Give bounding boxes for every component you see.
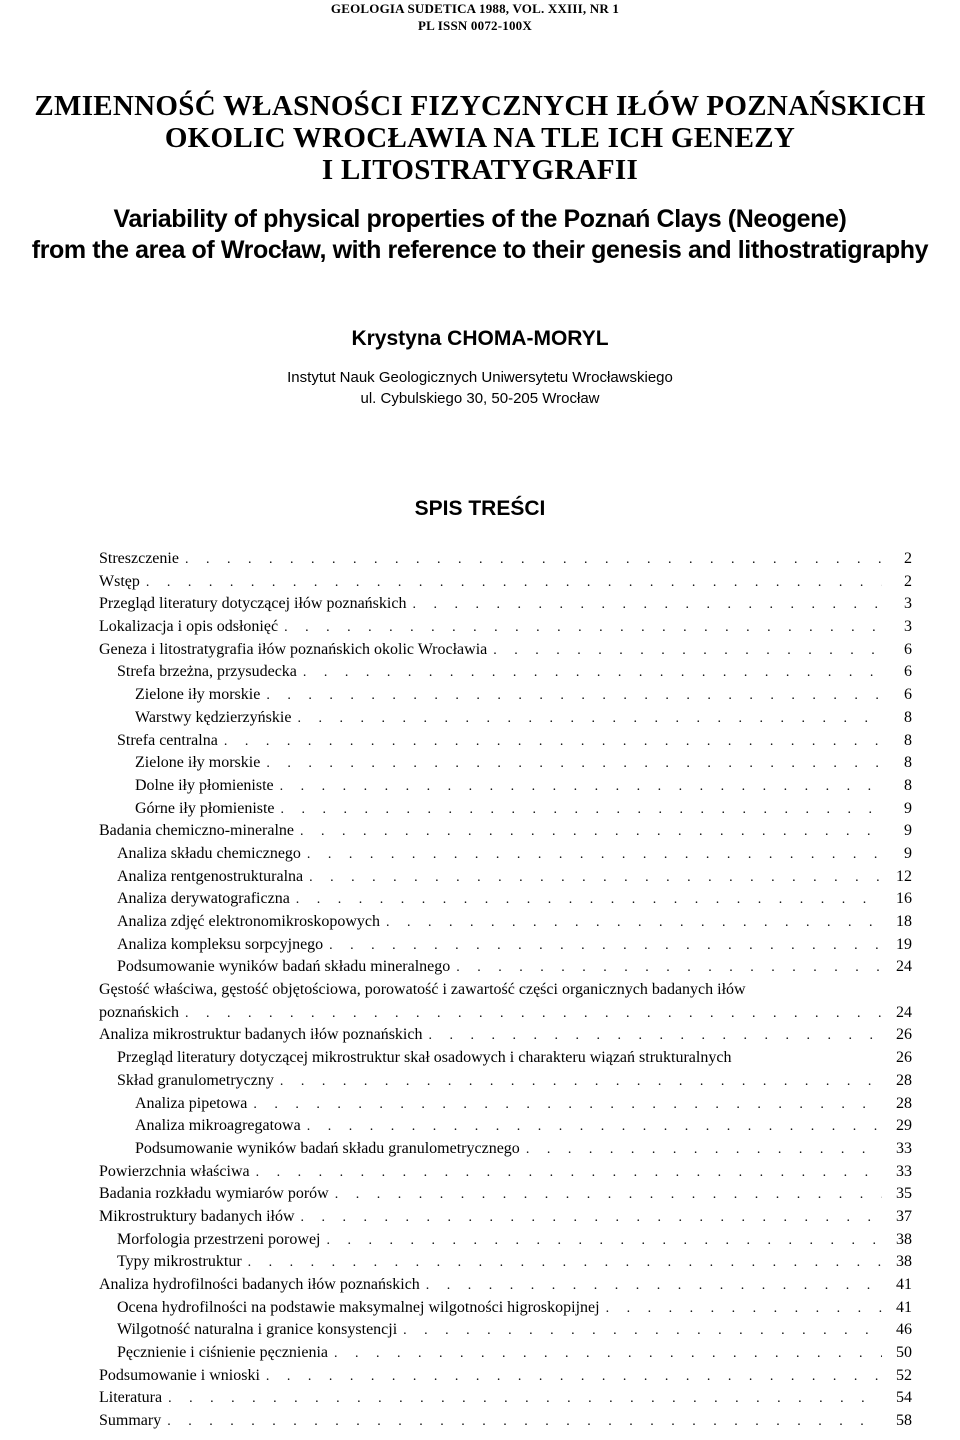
toc-entry-label: Analiza hydrofilności badanych iłów poznańskich — [99, 1276, 420, 1293]
toc-page-number: 46 — [896, 1321, 912, 1339]
toc-entry-label: Typy mikrostruktur — [117, 1253, 242, 1271]
toc-entry — [99, 1161, 912, 1184]
toc-leader-dots — [335, 1184, 882, 1207]
toc-entry-label: Zielone iły morskie — [135, 686, 261, 704]
toc-entry-label: Podsumowanie wyników badań składu mineralnego — [117, 958, 451, 976]
toc-leader-dots — [456, 957, 882, 980]
toc-leader-dots — [280, 1071, 882, 1094]
toc-entry — [99, 866, 912, 889]
toc-entry — [99, 1274, 912, 1297]
toc-entry — [99, 684, 912, 707]
toc-page-number: 28 — [896, 1071, 912, 1089]
toc-page-number: 8 — [904, 731, 912, 749]
journal-citation: GEOLOGIA SUDETICA 1988, VOL. XXIII, NR 1 — [330, 1, 620, 16]
toc-entry-label: Analiza kompleksu sorpcyjnego — [117, 935, 324, 953]
toc-entry — [99, 1138, 912, 1161]
toc-entry — [99, 1229, 912, 1252]
toc-entry — [99, 616, 912, 639]
toc-entry-label: Mikrostruktury badanych iłów — [99, 1207, 295, 1225]
title-english — [0, 204, 960, 266]
toc-entry — [99, 1410, 912, 1433]
toc-page-number: 26 — [896, 1049, 912, 1067]
toc-entry-label: Wilgotność naturalna i granice konsystencji — [117, 1321, 398, 1339]
toc-page-number: 8 — [904, 708, 912, 726]
title-polish-line3: I LITOSTRATYGRAFII — [321, 154, 639, 186]
toc-entry — [99, 571, 912, 594]
toc-entry-label: Analiza składu chemicznego — [117, 844, 301, 862]
toc-leader-dots — [185, 1003, 882, 1026]
toc-leader-dots — [526, 1139, 882, 1162]
toc-leader-dots — [428, 1025, 882, 1048]
toc-page-number: 18 — [896, 913, 912, 930]
toc-entry — [99, 639, 912, 662]
toc-page-number: 37 — [896, 1207, 912, 1225]
toc-page-number: 28 — [896, 1094, 912, 1112]
journal-issn: PL ISSN 0072-100X — [418, 18, 532, 33]
toc-leader-dots — [386, 912, 882, 935]
toc-entry-label: Analiza zdjęć elektronomikroskopowych — [117, 913, 381, 930]
toc-entry-label: Analiza rentgenostrukturalna — [117, 867, 304, 885]
toc-page-number: 9 — [904, 844, 912, 862]
toc-leader-dots — [253, 1094, 882, 1117]
toc-entry — [99, 979, 912, 1002]
toc-page-number: 3 — [904, 595, 912, 613]
toc-entry — [99, 1115, 912, 1138]
toc-leader-dots — [168, 1388, 882, 1411]
author-name: Krystyna CHOMA-MORYL — [351, 327, 609, 350]
toc-leader-dots — [606, 1298, 882, 1321]
toc-entry — [99, 1387, 912, 1410]
title-polish — [0, 90, 960, 186]
toc-entry-label: Wstęp — [99, 572, 140, 590]
toc-heading: SPIS TREŚCI — [414, 497, 546, 520]
toc-entry-label: Analiza pipetowa — [135, 1094, 248, 1112]
toc-entry — [99, 1047, 912, 1070]
toc-entry-label: Ocena hydrofilności na podstawie maksymalnej wilgotności higroskopijnej — [117, 1298, 600, 1316]
toc-page-number: 29 — [896, 1117, 912, 1135]
toc-leader-dots — [281, 799, 882, 822]
toc-entry-label: Podsumowanie i wnioski — [99, 1366, 260, 1384]
toc-leader-dots — [248, 1252, 882, 1275]
toc-page-number: 9 — [904, 799, 912, 817]
toc-leader-dots — [146, 572, 882, 595]
toc-entry — [99, 1297, 912, 1320]
toc-page-number: 33 — [896, 1162, 912, 1180]
toc-leader-dots — [167, 1411, 882, 1434]
toc-leader-dots — [266, 685, 882, 708]
toc-entry — [99, 1093, 912, 1116]
toc-entry — [99, 1206, 912, 1229]
toc-entry-label: Analiza mikrostruktur badanych iłów poznańskich — [99, 1026, 423, 1044]
toc-page-number: 8 — [904, 776, 912, 794]
toc-entry — [99, 752, 912, 775]
toc-entry — [99, 1251, 912, 1274]
toc-leader-dots — [403, 1320, 882, 1343]
toc-leader-dots — [412, 594, 882, 617]
toc-entry — [99, 1183, 912, 1206]
toc-entry-label: Badania rozkładu wymiarów porów — [99, 1185, 329, 1203]
toc-entry-label: Dolne iły płomieniste — [135, 776, 274, 794]
toc-leader-dots — [280, 776, 882, 799]
toc-entry-label: Górne iły płomieniste — [135, 799, 275, 817]
toc-leader-dots — [256, 1162, 882, 1185]
toc-page-number: 3 — [904, 618, 912, 636]
toc-entry — [99, 911, 912, 934]
toc-entry-label: poznańskich — [99, 1003, 179, 1021]
toc-leader-dots — [284, 617, 882, 640]
toc-leader-dots — [297, 708, 882, 731]
toc-page-number: 24 — [896, 958, 912, 976]
toc-page-number: 8 — [904, 754, 912, 772]
toc-entry — [99, 1002, 912, 1025]
toc-entry-label: Gęstość właściwa, gęstość objętościowa, porowatość i zawartość części organicznych badanych iłów — [99, 981, 746, 999]
toc-entry — [99, 843, 912, 866]
toc-page-number: 50 — [896, 1344, 912, 1362]
toc-page-number: 24 — [896, 1003, 912, 1021]
affiliation-address: ul. Cybulskiego 30, 50-205 Wrocław — [360, 390, 600, 407]
toc-page-number: 38 — [896, 1253, 912, 1271]
toc-entry-label: Warstwy kędzierzyńskie — [135, 708, 292, 726]
toc-page-number: 19 — [896, 935, 912, 953]
toc-entry — [99, 1319, 912, 1342]
toc-entry-label: Powierzchnia właściwa — [99, 1162, 250, 1180]
toc-entry-label: Pęcznienie i ciśnienie pęcznienia — [117, 1344, 329, 1362]
title-polish-line2: OKOLIC WROCŁAWIA NA TLE ICH GENEZY — [164, 122, 796, 154]
toc-entry-label: Analiza mikroagregatowa — [135, 1117, 301, 1135]
toc-leader-dots — [301, 1207, 882, 1230]
toc-entry-label: Geneza i litostratygrafia iłów poznańskich okolic Wrocławia — [99, 640, 488, 658]
toc-leader-dots — [334, 1343, 882, 1366]
toc-entry-label: Strefa centralna — [117, 731, 218, 749]
toc-entry — [99, 1070, 912, 1093]
toc-entry — [99, 1024, 912, 1047]
table-of-contents — [99, 548, 912, 1433]
toc-leader-dots — [266, 1366, 882, 1389]
toc-page-number: 33 — [896, 1139, 912, 1157]
toc-leader-dots — [296, 889, 882, 912]
toc-entry — [99, 661, 912, 684]
toc-page-number: 26 — [896, 1026, 912, 1044]
toc-entry-label: Streszczenie — [99, 550, 179, 567]
toc-page-number: 54 — [896, 1389, 912, 1407]
toc-entry — [99, 593, 912, 616]
toc-entry-label: Zielone iły morskie — [135, 754, 261, 772]
toc-entry — [99, 820, 912, 843]
toc-leader-dots — [300, 821, 882, 844]
toc-page-number: 38 — [896, 1230, 912, 1248]
toc-entry-label: Lokalizacja i opis odsłonięć — [99, 618, 279, 636]
toc-page-number: 41 — [896, 1298, 912, 1316]
toc-page-number: 58 — [896, 1412, 912, 1430]
author-affiliation — [0, 367, 960, 409]
toc-entry — [99, 934, 912, 957]
toc-entry — [99, 775, 912, 798]
toc-entry-label: Analiza derywatograficzna — [117, 890, 290, 908]
toc-page-number: 2 — [904, 550, 912, 567]
toc-leader-dots — [493, 640, 882, 663]
toc-entry-label: Przegląd literatury dotyczącej mikrostruktur skał osadowych i charakteru wiązań strukturalnych — [117, 1049, 732, 1067]
toc-entry — [99, 888, 912, 911]
toc-leader-dots — [326, 1230, 882, 1253]
toc-leader-dots — [303, 662, 882, 685]
toc-page-number: 35 — [896, 1185, 912, 1203]
toc-leader-dots — [309, 867, 882, 890]
title-english-line1: Variability of physical properties of the Poznań Clays (Neogene) — [113, 205, 847, 233]
toc-entry-label: Strefa brzeżna, przysudecka — [117, 663, 297, 681]
toc-leader-dots — [307, 844, 882, 867]
toc-entry — [99, 798, 912, 821]
toc-entry-label: Podsumowanie wyników badań składu granulometrycznego — [135, 1139, 520, 1157]
toc-entry — [99, 548, 912, 571]
affiliation-institute: Instytut Nauk Geologicznych Uniwersytetu Wrocławskiego — [287, 369, 673, 386]
toc-page-number: 41 — [896, 1276, 912, 1293]
toc-page-number: 6 — [904, 663, 912, 681]
toc-entry-label: Skład granulometryczny — [117, 1071, 274, 1089]
toc-leader-dots — [426, 1275, 882, 1298]
toc-entry — [99, 956, 912, 979]
toc-page-number: 12 — [896, 867, 912, 885]
toc-entry-label: Morfologia przestrzeni porowej — [117, 1230, 321, 1248]
toc-leader-dots — [224, 731, 882, 754]
toc-entry-label: Badania chemiczno-mineralne — [99, 822, 295, 840]
toc-leader-dots — [185, 549, 882, 572]
toc-page-number: 2 — [904, 572, 912, 590]
toc-entry-label: Przegląd literatury dotyczącej iłów poznańskich — [99, 595, 407, 613]
toc-entry — [99, 1365, 912, 1388]
toc-entry — [99, 1342, 912, 1365]
title-english-line2: from the area of Wrocław, with reference to their genesis and lithostratigraphy — [31, 236, 929, 264]
toc-entry-label: Summary — [99, 1412, 162, 1430]
toc-page-number: 9 — [904, 822, 912, 840]
toc-entry — [99, 707, 912, 730]
toc-page-number: 52 — [896, 1366, 912, 1384]
toc-page-number: 6 — [904, 640, 912, 658]
toc-leader-dots — [266, 753, 882, 776]
toc-leader-dots — [307, 1116, 882, 1139]
title-polish-line1: ZMIENNOŚĆ WŁASNOŚCI FIZYCZNYCH IŁÓW POZNAŃSKICH — [34, 90, 926, 122]
toc-entry — [99, 730, 912, 753]
journal-header — [0, 0, 960, 34]
toc-page-number: 6 — [904, 686, 912, 704]
toc-entry-label: Literatura — [99, 1389, 163, 1407]
toc-leader-dots — [329, 935, 882, 958]
toc-page-number: 16 — [896, 890, 912, 908]
